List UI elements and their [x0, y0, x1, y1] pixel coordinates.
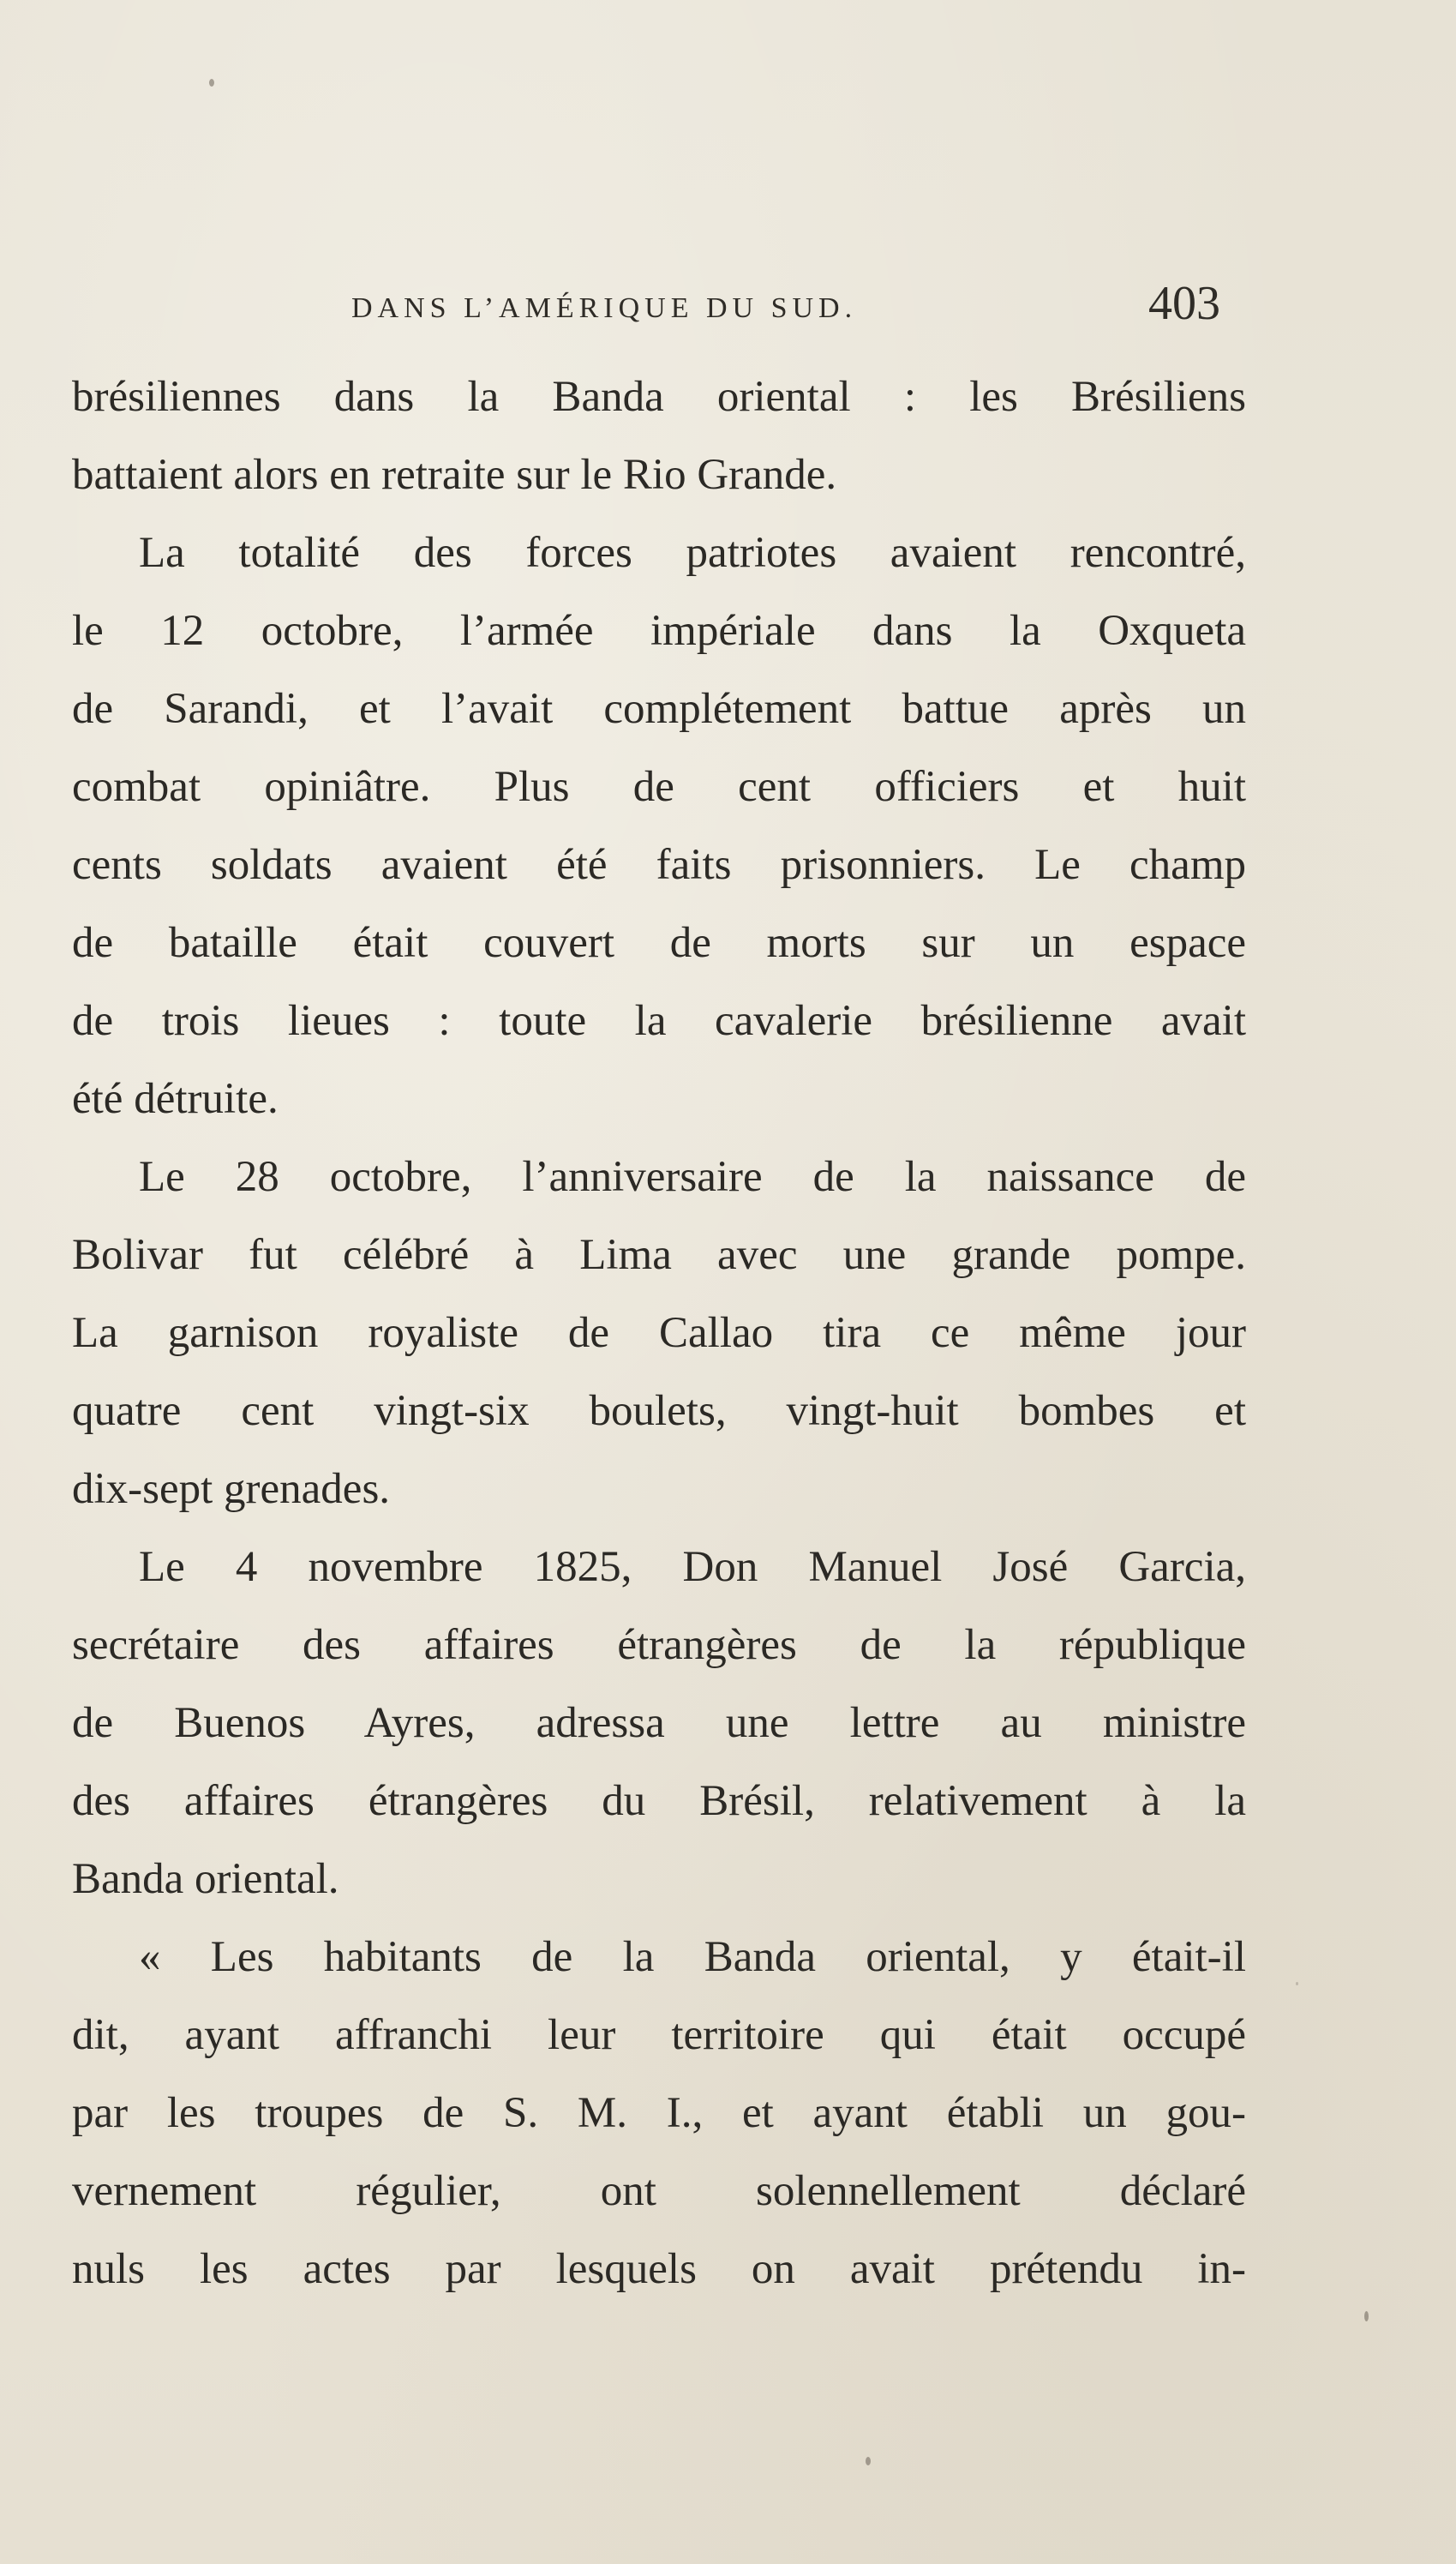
text-line: quatre cent vingt-six boulets, vingt-huit bombes et — [72, 1387, 1246, 1435]
text-line: le 12 octobre, l’armée impériale dans la Oxqueta — [72, 607, 1246, 655]
text-line: combat opiniâtre. Plus de cent officiers et huit — [72, 763, 1246, 811]
text-line: La garnison royaliste de Callao tira ce même jour — [72, 1309, 1246, 1357]
paper-speck — [1296, 1982, 1298, 1985]
text-line: « Les habitants de la Banda oriental, y était-il — [139, 1933, 1246, 1981]
paper-speck — [209, 79, 214, 87]
text-line: de bataille était couvert de morts sur un espace — [72, 919, 1246, 967]
text-line: secrétaire des affaires étrangères de la république — [72, 1621, 1246, 1669]
text-line: Le 4 novembre 1825, Don Manuel José Garcia, — [139, 1543, 1246, 1591]
text-line: de trois lieues : toute la cavalerie brésilienne avait — [72, 997, 1246, 1045]
text-line: de Sarandi, et l’avait complétement battue après un — [72, 685, 1246, 733]
text-line: brésiliennes dans la Banda oriental : les Brésiliens — [72, 373, 1246, 421]
text-line: nuls les actes par lesquels on avait prétendu in- — [72, 2245, 1246, 2293]
text-line: Banda oriental. — [72, 1855, 339, 1903]
running-head — [0, 277, 1456, 334]
text-line: vernement régulier, ont solennellement déclaré — [72, 2167, 1246, 2215]
text-line: par les troupes de S. M. I., et ayant établi un gou- — [72, 2089, 1246, 2137]
page-number: 403 — [1148, 277, 1220, 330]
body-text — [72, 358, 1246, 2309]
text-line: battaient alors en retraite sur le Rio Grande. — [72, 451, 837, 499]
text-line: été détruite. — [72, 1075, 279, 1123]
paper-speck — [866, 2457, 871, 2465]
text-line: Le 28 octobre, l’anniversaire de la naissance de — [139, 1153, 1246, 1201]
text-line: de Buenos Ayres, adressa une lettre au ministre — [72, 1699, 1246, 1747]
running-title: DANS L’AMÉRIQUE DU SUD. — [351, 292, 858, 324]
text-line: Bolivar fut célébré à Lima avec une grande pompe. — [72, 1231, 1246, 1279]
text-line: des affaires étrangères du Brésil, relativement à la — [72, 1777, 1246, 1825]
paper-speck — [1364, 2311, 1369, 2321]
text-line: dix-sept grenades. — [72, 1465, 391, 1513]
text-line: dit, ayant affranchi leur territoire qui était occupé — [72, 2011, 1246, 2059]
text-line: cents soldats avaient été faits prisonniers. Le champ — [72, 841, 1246, 889]
text-line: La totalité des forces patriotes avaient rencontré, — [139, 529, 1246, 577]
